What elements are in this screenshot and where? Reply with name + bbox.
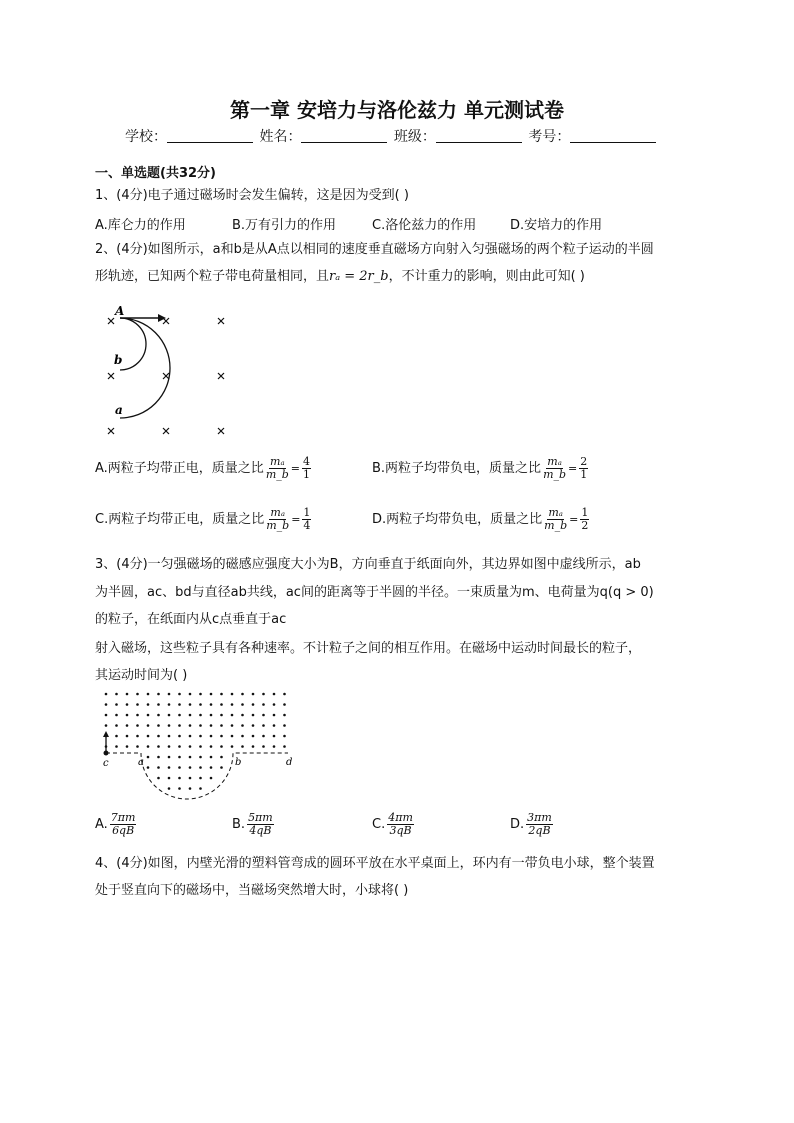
school-label: 学校：: [125, 129, 167, 145]
field-dot: [157, 703, 160, 706]
q3-line1: 3、(4分)一匀强磁场的磁感应强度大小为B，方向垂直于纸面向外，其边界如图中虚线所示，ab: [95, 557, 641, 572]
label-b: b: [114, 353, 123, 367]
field-dot: [199, 724, 202, 727]
q3-option-b[interactable]: [232, 812, 276, 837]
field-dot: [231, 714, 234, 717]
field-dot: [178, 787, 181, 790]
field-dot: [199, 766, 202, 769]
field-dots: [105, 693, 286, 790]
frac-num: mₐ: [270, 506, 285, 519]
ratio-a: $\frac{4}{1}$: [303, 455, 311, 481]
field-dot: [189, 724, 192, 727]
field-dot: [105, 703, 108, 706]
frac-den: m_b: [543, 468, 567, 481]
field-dot: [178, 766, 181, 769]
field-dot: [178, 724, 181, 727]
cross-mark: [163, 373, 169, 379]
field-dot: [126, 693, 129, 696]
field-dot: [252, 703, 255, 706]
frac-num: mₐ: [548, 506, 563, 519]
field-dot: [105, 693, 108, 696]
field-dot: [115, 693, 118, 696]
frac-den: m_b: [266, 519, 290, 532]
label-a: a: [115, 403, 123, 417]
field-dot: [262, 745, 265, 748]
q3-option-letter: C.: [372, 817, 386, 832]
field-dot: [199, 735, 202, 738]
field-dot: [105, 714, 108, 717]
q2-figure: [100, 302, 240, 442]
field-dot: [220, 745, 223, 748]
ratio-b: $\frac{2}{1}$: [580, 455, 588, 481]
q3-figure: [98, 690, 298, 805]
q2-option-b[interactable]: B.两粒子均带负电，质量之比 $\frac{\text{mₐ}}{m\_b}$ = $\frac{2}{1}$: [372, 455, 588, 481]
field-dot: [168, 766, 171, 769]
cross-mark: [163, 428, 169, 434]
injection-arrowhead: [103, 731, 109, 737]
q3-option-c[interactable]: [372, 812, 416, 837]
q3-den: 6qB: [112, 824, 135, 837]
field-dot: [178, 777, 181, 780]
frac-num: mₐ: [547, 455, 562, 468]
field-dot: [126, 703, 129, 706]
q3-option-letter: D.: [510, 817, 525, 832]
q3-den: 4qB: [249, 824, 272, 837]
field-dot: [252, 724, 255, 727]
field-dot: [136, 745, 139, 748]
field-dot: [189, 745, 192, 748]
q3-line5: 其运动时间为( ): [95, 668, 188, 683]
field-dot: [273, 724, 276, 727]
student-info-line: [125, 126, 658, 146]
field-dot: [115, 735, 118, 738]
q2-option-c-text: C.两粒子均带正电，质量之比: [95, 512, 265, 527]
field-dot: [147, 735, 150, 738]
class-blank[interactable]: [436, 128, 522, 143]
field-dot: [189, 787, 192, 790]
field-dot: [199, 703, 202, 706]
field-dot: [126, 735, 129, 738]
field-dot: [262, 693, 265, 696]
field-dot: [241, 693, 244, 696]
field-dot: [168, 703, 171, 706]
q3-num: 7πm: [110, 811, 136, 824]
field-dot: [189, 735, 192, 738]
field-dot: [273, 745, 276, 748]
field-dot: [252, 735, 255, 738]
q1-stem: 1、(4分)电子通过磁场时会发生偏转，这是因为受到( ): [95, 188, 409, 203]
field-dot: [220, 735, 223, 738]
frac-den: m_b: [265, 468, 289, 481]
field-dot: [210, 703, 213, 706]
field-dot: [273, 693, 276, 696]
field-dot: [273, 714, 276, 717]
field-dot: [283, 724, 286, 727]
q1-option-d[interactable]: D.安培力的作用: [510, 218, 603, 233]
field-dot: [105, 724, 108, 727]
cross-mark: [218, 318, 224, 324]
trajectory-a: [120, 318, 170, 418]
field-dot: [189, 714, 192, 717]
field-dot: [168, 724, 171, 727]
q1-option-c[interactable]: C.洛伦兹力的作用: [372, 218, 477, 233]
field-dot: [283, 693, 286, 696]
field-dot: [241, 745, 244, 748]
q2-stem-math: rₐ = 2r_b: [329, 269, 389, 284]
field-dot: [231, 693, 234, 696]
field-dot: [273, 703, 276, 706]
q4-line1: 4、(4分)如图，内壁光滑的塑料管弯成的圆环平放在水平桌面上，环内有一带负电小球，整个装置: [95, 856, 655, 871]
ratio-d: $\frac{1}{2}$: [581, 506, 589, 532]
field-dot: [168, 735, 171, 738]
field-dot: [157, 735, 160, 738]
field-dot: [262, 703, 265, 706]
field-dot: [199, 787, 202, 790]
cross-mark: [108, 318, 114, 324]
field-dot: [189, 693, 192, 696]
field-dot: [231, 745, 234, 748]
q3-den: 2qB: [528, 824, 551, 837]
field-dot: [220, 724, 223, 727]
field-dot: [168, 745, 171, 748]
field-dot: [273, 735, 276, 738]
label-c: c: [103, 758, 109, 769]
field-dot: [241, 735, 244, 738]
field-dot: [147, 693, 150, 696]
field-dot: [262, 735, 265, 738]
field-dot: [189, 777, 192, 780]
field-dot: [115, 745, 118, 748]
field-dot: [262, 714, 265, 717]
field-dot: [147, 766, 150, 769]
section-heading: 一、单选题(共32分): [95, 166, 216, 181]
q2-option-c[interactable]: C.两粒子均带正电，质量之比 $\frac{\text{mₐ}}{m\_b}$ = $\frac{1}{4}$: [95, 506, 311, 532]
field-dot: [157, 766, 160, 769]
boundary-dashed: [106, 753, 288, 799]
label-d: d: [286, 757, 293, 768]
frac-den: m_b: [544, 519, 568, 532]
field-dot: [189, 703, 192, 706]
point-c: [104, 751, 109, 756]
field-dot: [210, 693, 213, 696]
field-dot: [283, 735, 286, 738]
label-a: a: [138, 757, 144, 768]
field-dot: [199, 756, 202, 759]
field-dot: [189, 766, 192, 769]
field-dot: [220, 693, 223, 696]
field-dot: [210, 714, 213, 717]
field-dot: [126, 745, 129, 748]
q3-den: 3qB: [389, 824, 412, 837]
q2-stem-text-b: ，不计重力的影响，则由此可知( ): [388, 269, 585, 284]
field-dot: [157, 714, 160, 717]
cross-mark: [218, 373, 224, 379]
field-dot: [168, 756, 171, 759]
field-dot: [220, 756, 223, 759]
field-dot: [115, 724, 118, 727]
velocity-arrowhead: [158, 314, 166, 322]
q4-line2: 处于竖直向下的磁场中，当磁场突然增大时，小球将( ): [95, 883, 409, 898]
field-dot: [241, 724, 244, 727]
frac-num: mₐ: [270, 455, 285, 468]
field-dot: [115, 714, 118, 717]
q2-option-b-text: B.两粒子均带负电，质量之比: [372, 461, 542, 476]
q3-line3: 的粒子，在纸面内从c点垂直于ac: [95, 612, 287, 627]
field-dot: [199, 745, 202, 748]
field-dot: [178, 745, 181, 748]
field-dot: [136, 703, 139, 706]
field-dot: [210, 766, 213, 769]
field-dot: [231, 735, 234, 738]
field-dot: [241, 714, 244, 717]
field-dot: [262, 724, 265, 727]
q3-line2: 为半圆，ac、bd与直径ab共线，ac间的距离等于半圆的半径。一束质量为m、电荷量为q(q > 0): [95, 585, 654, 600]
page-title: 第一章 安培力与洛伦兹力 单元测试卷: [230, 98, 564, 122]
field-dot: [178, 693, 181, 696]
field-dot: [210, 777, 213, 780]
field-dot: [231, 703, 234, 706]
field-dot: [210, 735, 213, 738]
label-b: b: [235, 757, 242, 768]
class-label: 班级：: [393, 129, 436, 145]
q3-option-d[interactable]: [510, 812, 555, 837]
q2-stem-line1: 2、(4分)如图所示，a和b是从A点以相同的速度垂直磁场方向射入匀强磁场的两个粒子运动的半圆: [95, 242, 654, 257]
q1-option-a[interactable]: A.库仑力的作用: [95, 218, 186, 233]
q3-option-letter: B.: [232, 817, 246, 832]
field-dot: [147, 745, 150, 748]
exam-no-blank[interactable]: [570, 128, 656, 143]
field-dot: [168, 787, 171, 790]
field-dot: [147, 703, 150, 706]
field-dot: [189, 756, 192, 759]
q2-stem-text-a: 形轨迹，已知两个粒子带电荷量相同，且: [95, 269, 330, 284]
q2-option-d-text: D.两粒子均带负电，质量之比: [372, 512, 543, 527]
field-dot: [283, 745, 286, 748]
trajectory-b: [120, 318, 146, 370]
label-A: A: [115, 304, 125, 318]
field-dot: [252, 714, 255, 717]
q3-line4: 射入磁场，这些粒子具有各种速率。不计粒子之间的相互作用。在磁场中运动时间最长的粒子，: [95, 641, 642, 656]
field-dot: [147, 724, 150, 727]
exam-no-label: 考号：: [528, 129, 571, 145]
field-dot: [168, 693, 171, 696]
field-dot: [210, 745, 213, 748]
field-dot: [178, 735, 181, 738]
cross-mark: [218, 428, 224, 434]
field-dot: [210, 724, 213, 727]
school-blank[interactable]: [167, 128, 253, 143]
cross-mark: [108, 428, 114, 434]
field-dot: [157, 745, 160, 748]
q3-option-a[interactable]: [95, 812, 138, 837]
q3-option-letter: A.: [95, 817, 108, 832]
field-dot: [126, 714, 129, 717]
field-dot: [157, 724, 160, 727]
field-dot: [199, 714, 202, 717]
field-dot: [115, 703, 118, 706]
field-dot: [136, 714, 139, 717]
field-dot: [136, 724, 139, 727]
field-dot: [199, 777, 202, 780]
q1-option-b[interactable]: B.万有引力的作用: [232, 218, 337, 233]
field-dot: [220, 714, 223, 717]
field-dot: [168, 714, 171, 717]
q3-num: 3πm: [527, 811, 552, 824]
field-dot: [178, 703, 181, 706]
field-dot: [157, 693, 160, 696]
q2-option-d[interactable]: D.两粒子均带负电，质量之比 $\frac{\text{mₐ}}{m\_b}$ = $\frac{1}{2}$: [372, 506, 589, 532]
q3-num: 5πm: [248, 811, 273, 824]
field-dot: [252, 745, 255, 748]
field-dot: [178, 756, 181, 759]
name-blank[interactable]: [301, 128, 387, 143]
field-dot: [136, 735, 139, 738]
field-dot: [147, 756, 150, 759]
field-dot: [157, 756, 160, 759]
ratio-c: $\frac{1}{4}$: [303, 506, 311, 532]
q2-stem-line2: [95, 268, 585, 286]
q2-option-a[interactable]: A.两粒子均带正电，质量之比 $\frac{\text{mₐ}}{m\_b}$ = $\frac{4}{1}$: [95, 455, 311, 481]
field-dot: [220, 703, 223, 706]
field-dot: [157, 777, 160, 780]
field-dot: [231, 724, 234, 727]
field-dot: [199, 693, 202, 696]
q3-num: 4πm: [388, 811, 413, 824]
field-dot: [168, 777, 171, 780]
field-dot: [283, 714, 286, 717]
field-dot: [252, 693, 255, 696]
field-dot: [283, 703, 286, 706]
field-dot: [136, 693, 139, 696]
field-dot: [210, 756, 213, 759]
field-dot: [147, 714, 150, 717]
field-dot: [178, 714, 181, 717]
field-dot: [220, 766, 223, 769]
name-label: 姓名：: [259, 129, 302, 145]
field-dot: [241, 703, 244, 706]
cross-mark: [108, 373, 114, 379]
q2-option-a-text: A.两粒子均带正电，质量之比: [95, 461, 264, 476]
field-dot: [126, 724, 129, 727]
